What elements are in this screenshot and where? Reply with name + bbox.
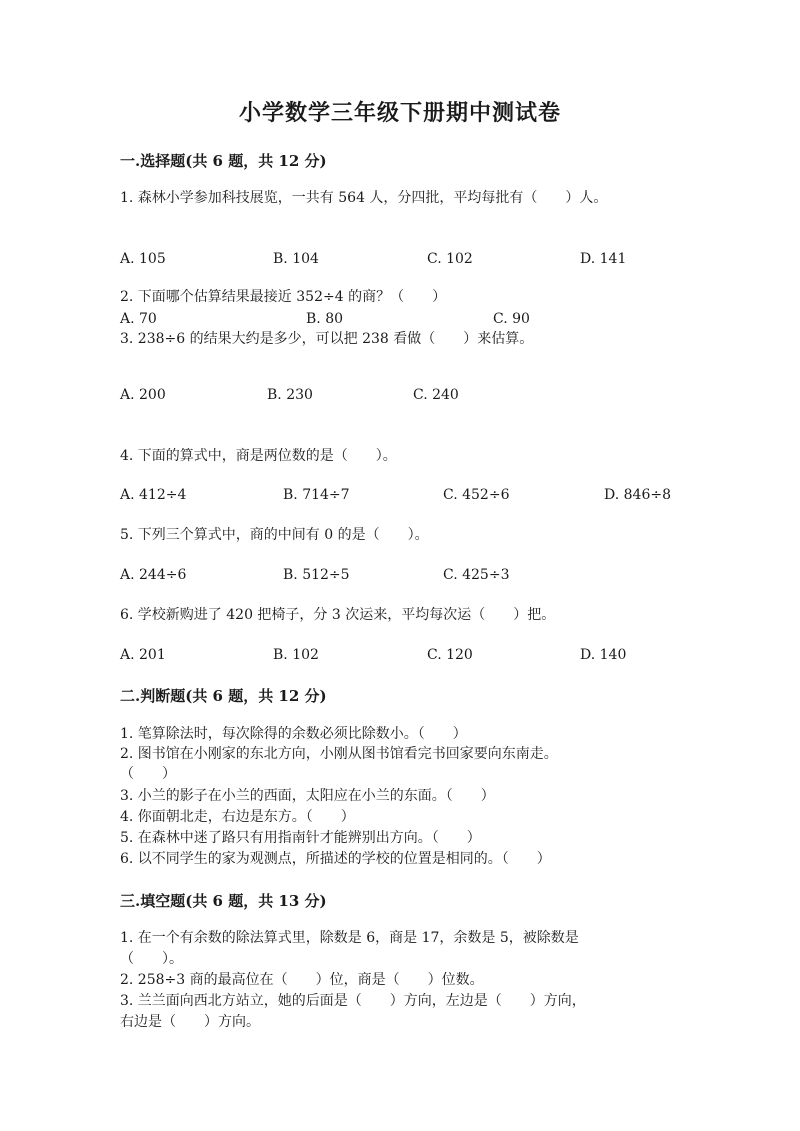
fill-line-3: 3. 兰兰面向西北方站立，她的后面是（ ）方向，左边是（ ）方向，: [120, 993, 586, 1009]
question-5: 5. 下列三个算式中，商的中间有 0 的是（ ）。: [120, 527, 429, 543]
question-6: 6. 学校新购进了 420 把椅子，分 3 次运来，平均每次运（ ）把。: [120, 607, 556, 623]
section-heading-fill: 三.填空题(共 6 题，共 13 分): [120, 892, 327, 910]
q5-option-a: A. 244÷6: [120, 567, 187, 583]
q2-option-c: C. 90: [493, 311, 530, 327]
fill-line-1: 1. 在一个有余数的除法算式里，除数是 6，商是 17，余数是 5，被除数是: [120, 930, 579, 946]
q3-option-c: C. 240: [413, 387, 459, 403]
section-heading-judge: 二.判断题(共 6 题，共 12 分): [120, 687, 327, 705]
question-1: 1. 森林小学参加科技展览，一共有 564 人，分四批，平均每批有（ ）人。: [120, 190, 608, 206]
question-4: 4. 下面的算式中，商是两位数的是（ ）。: [120, 448, 397, 464]
fill-line-1-cont: （ ）。: [120, 951, 183, 967]
question-2: 2. 下面哪个估算结果最接近 352÷4 的商？（ ）: [120, 289, 447, 305]
judge-line-2-cont: （ ）: [120, 766, 176, 782]
fill-line-3-cont: 右边是（ ）方向。: [120, 1014, 260, 1030]
q1-option-c: C. 102: [427, 251, 473, 267]
q5-option-b: B. 512÷5: [283, 567, 350, 583]
q3-option-b: B. 230: [267, 387, 313, 403]
q1-option-d: D. 141: [580, 251, 627, 267]
judge-line-2: 2. 图书馆在小刚家的东北方向，小刚从图书馆看完书回家要向东南走。: [120, 746, 558, 762]
q6-option-c: C. 120: [427, 647, 473, 663]
judge-line-3: 3. 小兰的影子在小兰的西面，太阳应在小兰的东面。（ ）: [120, 788, 495, 804]
judge-line-5: 5. 在森林中迷了路只有用指南针才能辨别出方向。（ ）: [120, 830, 481, 846]
q6-option-d: D. 140: [580, 647, 627, 663]
q4-option-d: D. 846÷8: [604, 487, 671, 503]
section-heading-choice: 一.选择题(共 6 题，共 12 分): [120, 152, 327, 170]
q1-option-a: A. 105: [120, 251, 166, 267]
q6-option-b: B. 102: [273, 647, 319, 663]
judge-line-1: 1. 笔算除法时，每次除得的余数必须比除数小。（ ）: [120, 726, 467, 742]
q5-option-c: C. 425÷3: [443, 567, 510, 583]
q2-option-b: B. 80: [306, 311, 344, 327]
question-3: 3. 238÷6 的结果大约是多少，可以把 238 看做（ ）来估算。: [120, 331, 534, 347]
q4-option-c: C. 452÷6: [443, 487, 510, 503]
judge-line-4: 4. 你面朝北走，右边是东方。（ ）: [120, 809, 355, 825]
q3-option-a: A. 200: [120, 387, 166, 403]
q4-option-b: B. 714÷7: [283, 487, 350, 503]
judge-line-6: 6. 以不同学生的家为观测点，所描述的学校的位置是相同的。（ ）: [120, 851, 551, 867]
fill-line-2: 2. 258÷3 商的最高位在（ ）位，商是（ ）位数。: [120, 972, 484, 988]
page-title: 小学数学三年级下册期中测试卷: [238, 100, 561, 126]
q4-option-a: A. 412÷4: [120, 487, 187, 503]
q1-option-b: B. 104: [273, 251, 319, 267]
q2-option-a: A. 70: [120, 311, 157, 327]
q6-option-a: A. 201: [120, 647, 166, 663]
